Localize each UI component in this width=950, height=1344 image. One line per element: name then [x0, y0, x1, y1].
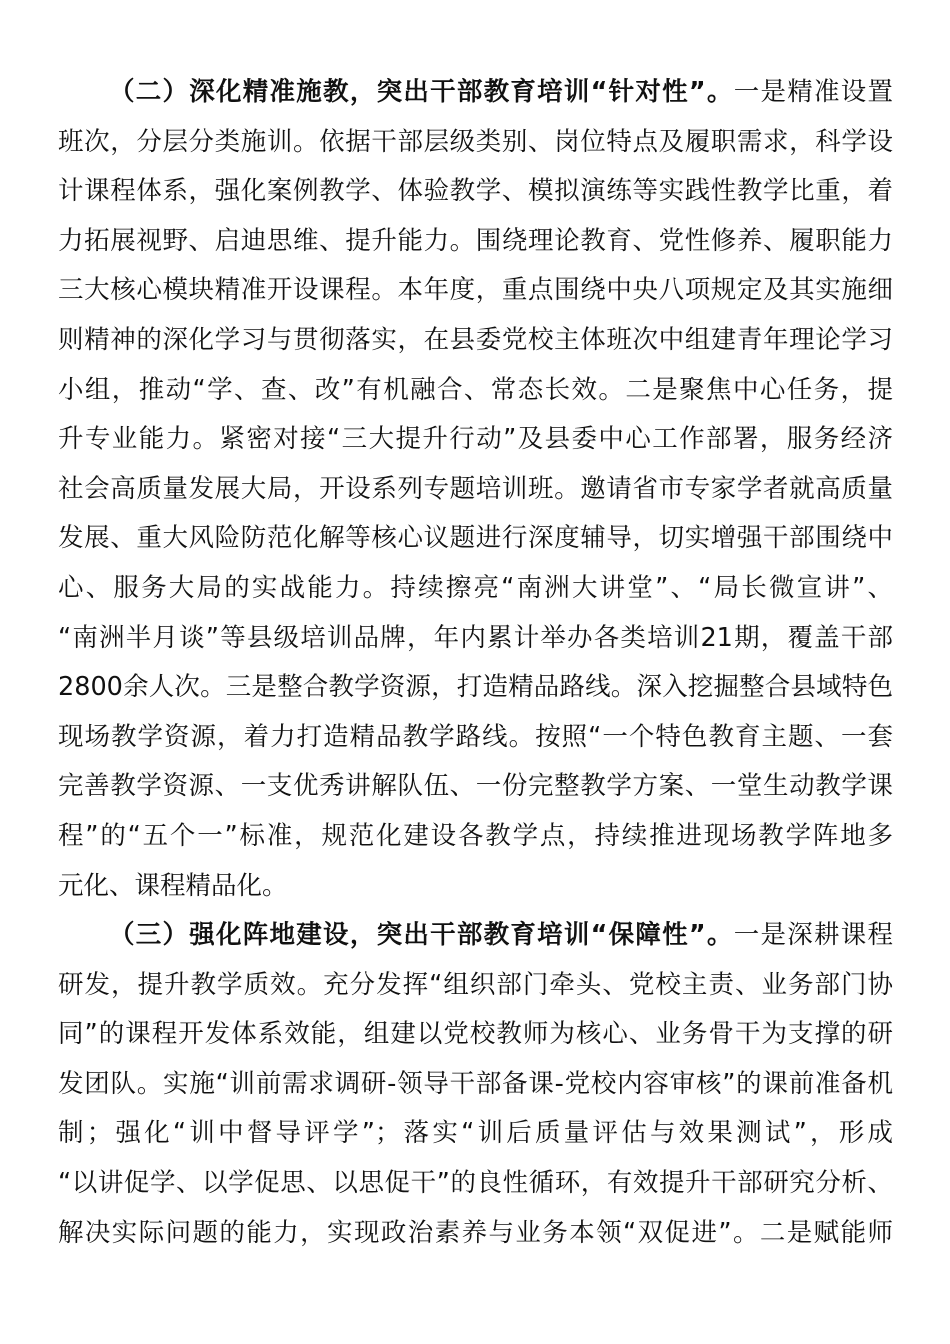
body-line: 力拓展视野、启迪思维、提升能力。围绕理论教育、党性修养、履职能力 [58, 225, 893, 256]
body-line: 心、服务大局的实战能力。持续擦亮“南洲大讲堂”、“局长微宣讲”、 [58, 572, 893, 603]
body-line: 完善教学资源、一支优秀讲解队伍、一份完整教学方案、一堂生动教学课 [58, 771, 893, 802]
body-line: 研发，提升教学质效。充分发挥“组织部门牵头、党校主责、业务部门协 [58, 969, 893, 1000]
body-line: 2800余人次。三是整合教学资源，打造精品路线。深入挖掘整合县域特色 [58, 672, 893, 703]
body-line: 解决实际问题的能力，实现政治素养与业务本领“双促进”。二是赋能师 [58, 1217, 893, 1248]
body-line: 小组，推动“学、查、改”有机融合、常态长效。二是聚焦中心任务，提 [58, 374, 893, 405]
body-text: 一是深耕课程 [733, 920, 893, 951]
body-text: 一是精准设置 [733, 77, 893, 107]
body-line: 升专业能力。紧密对接“三大提升行动”及县委中心工作部署，服务经济 [58, 424, 893, 455]
body-line: 发展、重大风险防范化解等核心议题进行深度辅导，切实增强干部围绕中 [58, 523, 893, 554]
body-line: “以讲促学、以学促思、以思促干”的良性循环，有效提升干部研究分析、 [58, 1168, 893, 1199]
body-line: 程”的“五个一”标准，规范化建设各教学点，持续推进现场教学阵地多 [58, 820, 893, 851]
section-3-first-line [58, 911, 893, 961]
body-line: 班次，分层分类施训。依据干部层级类别、岗位特点及履职需求，科学设 [58, 126, 893, 157]
body-line: 发团队。实施“训前需求调研-领导干部备课-党校内容审核”的课前准备机 [58, 1068, 893, 1099]
body-line: 制；强化“训中督导评学”；落实“训后质量评估与效果测试”，形成 [58, 1118, 893, 1149]
body-line: 则精神的深化学习与贯彻落实，在县委党校主体班次中组建青年理论学习 [58, 324, 893, 355]
body-line: “南洲半月谈”等县级培训品牌，年内累计举办各类培训21期，覆盖干部 [58, 622, 893, 653]
body-line: 计课程体系，强化案例教学、体验教学、模拟演练等实践性教学比重，着 [58, 176, 893, 207]
document-body [58, 68, 893, 1258]
body-line: 同”的课程开发体系效能，组建以党校教师为核心、业务骨干为支撑的研 [58, 1019, 893, 1050]
section-3-heading: （三）强化阵地建设，突出干部教育培训“保障性”。 [109, 920, 734, 951]
section-2-heading: （二）深化精准施教，突出干部教育培训“针对性”。 [109, 77, 734, 107]
body-line: 现场教学资源，着力打造精品教学路线。按照“一个特色教育主题、一套 [58, 721, 893, 752]
section-2-first-line [58, 68, 893, 118]
body-line: 社会高质量发展大局，开设系列专题培训班。邀请省市专家学者就高质量 [58, 473, 893, 504]
body-line: 三大核心模块精准开设课程。本年度，重点围绕中央八项规定及其实施细 [58, 275, 893, 306]
body-line: 元化、课程精品化。 [58, 870, 288, 901]
